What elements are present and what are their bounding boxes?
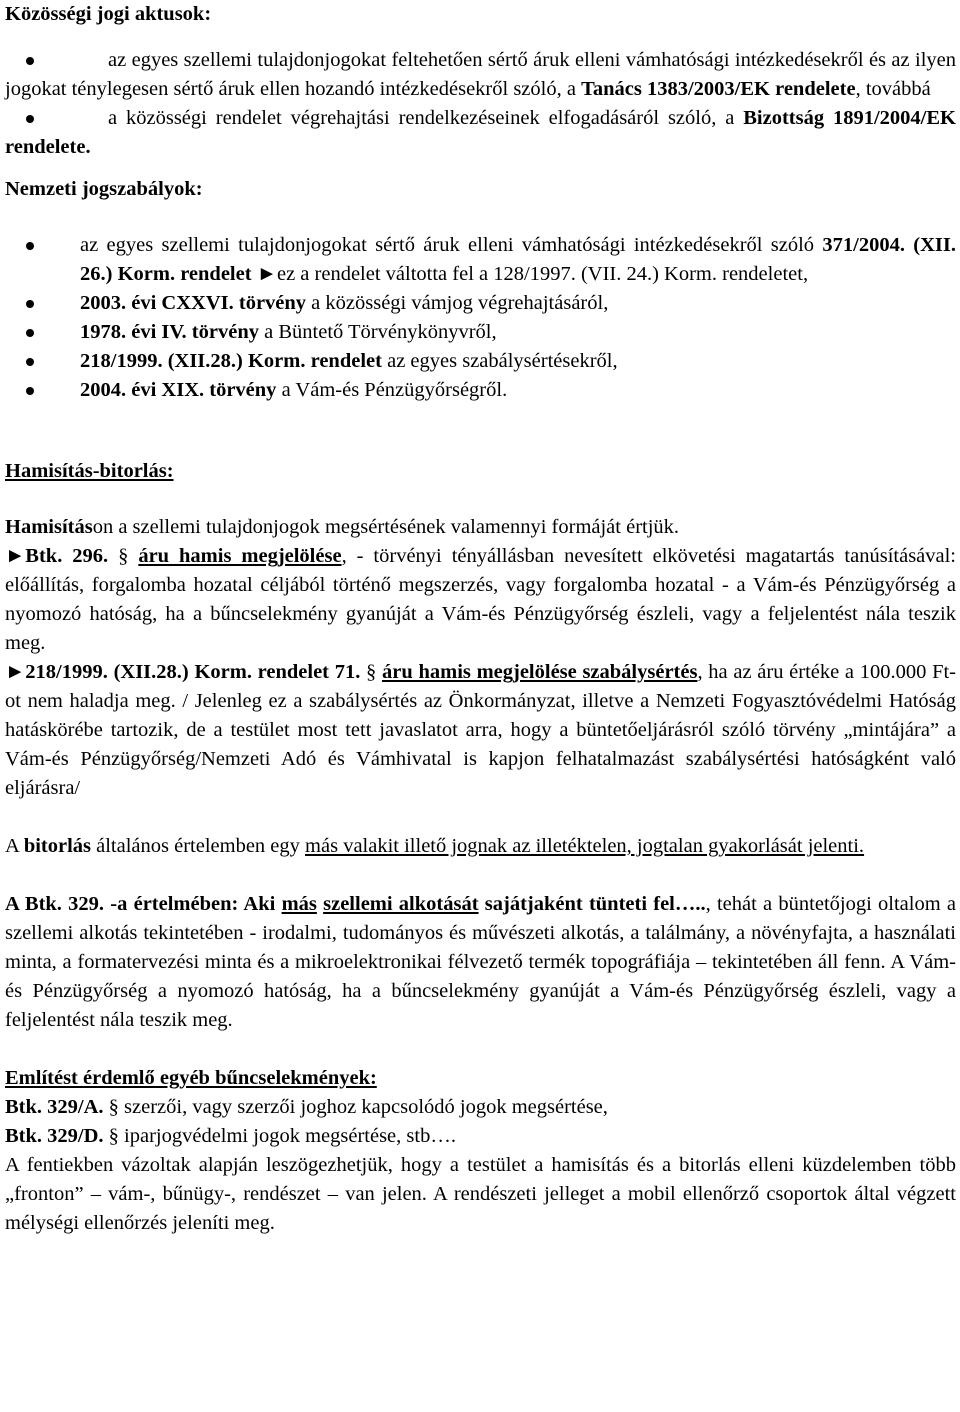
list-item: 2003. évi CXXVI. törvény a közösségi vámjog végrehajtásáról, (5, 289, 956, 318)
list-item: az egyes szellemi tulajdonjogokat sértő áruk elleni vámhatósági intézkedésekről szóló 371/2004. (XII. 26.) Korm. rendelet ►ez a rendelet váltotta fel a 128/1997. (VII. 24.) Korm. rendeletet, (5, 231, 956, 289)
list-item: 1978. évi IV. törvény a Büntető Törvénykönyvről, (5, 318, 956, 347)
bullet-icon (26, 57, 34, 65)
bullet-icon (26, 300, 34, 308)
list-item: 218/1999. (XII.28.) Korm. rendelet az egyes szabálysértésekről, (5, 347, 956, 376)
heading-nemzeti-jogszabalyok: Nemzeti jogszabályok: (5, 178, 203, 200)
heading-egyeb-buncselekmenyek: Említést érdemlő egyéb bűncselekmények: (5, 1067, 377, 1089)
line-btk-329d: Btk. 329/D. § iparjogvédelmi jogok megsértése, stb…. (5, 1125, 456, 1147)
list-item: az egyes szellemi tulajdonjogokat feltehetően sértő áruk elleni vámhatósági intézkedésekről és az ilyen jogokat ténylegesen sértő áruk ellen hozandó intézkedésekről szóló, a Tanács 1383/2003/EK rendelete, továbbá (5, 49, 956, 100)
list-nemzeti (5, 231, 956, 405)
bullet-icon (26, 387, 34, 395)
paragraph-korm-rendelet-71: ►218/1999. (XII.28.) Korm. rendelet 71. § áru hamis megjelölése szabálysértés, ha az áru értéke a 100.000 Ft-ot nem haladja meg. / Jelenleg ez a szabálysértés az Önkormányzat, illetve a Nemzeti Fogyasztóvédelmi Hatóság hatáskörébe tartozik, de a testület most tett javaslatot arra, hogy a büntetőeljárásról szóló törvény „mintájára” a Vám-és Pénzügyőrség/Nemzeti Adó és Vámhivatal is kapjon felhatalmazást szabálysértési hatóságként való eljárásra/ (5, 661, 956, 799)
paragraph-btk-329: A Btk. 329. -a értelmében: Aki más szellemi alkotását sajátjaként tünteti fel….., tehát a büntetőjogi oltalom a szellemi alkotás tekintetében - irodalmi, tudományos és művészeti alkotás, a találmány, a növényfajta, a használati minta, a formatervezési minta és a mikroelektronikai félvezető termék topográfiája – tekintetében áll fenn. A Vám-és Pénzügyőrség a nyomozó hatóság, ha a bűncselekmény gyanúját a Vám-és Pénzügyőrség észleli, vagy a feljelentést nála teszik meg. (5, 893, 956, 1031)
list-kozossegi (5, 46, 956, 162)
heading-kozossegi-jogi-aktusok: Közösségi jogi aktusok: (5, 3, 212, 25)
paragraph-bitorlas: A bitorlás általános értelemben egy más valakit illető jognak az illetéktelen, jogtalan gyakorlását jelenti. (5, 835, 865, 857)
bullet-icon (26, 242, 34, 250)
line-btk-329a: Btk. 329/A. § szerzői, vagy szerzői joghoz kapcsolódó jogok megsértése, (5, 1096, 608, 1118)
paragraph-btk-296: ►Btk. 296. § áru hamis megjelölése, - törvényi tényállásban nevesített elkövetési magatartás tanúsításával: előállítás, forgalomba hozatal céljából történő megszerzés, vagy forgalomba hozatal - a Vám-és Pénzügyőrség a nyomozó hatóság, ha a bűncselekmény gyanúját a Vám-és Pénzügyőrség észleli, vagy a feljelentést nála teszik meg. (5, 545, 957, 654)
bullet-icon (26, 358, 34, 366)
bullet-icon (26, 329, 34, 337)
paragraph-osszegzes: A fentiekben vázoltak alapján leszögezhetjük, hogy a testület a hamisítás és a bitorlás elleni küzdelemben több „fronton” – vám-, bűnügy-, rendészet – van jelen. A rendészeti jelleget a mobil ellenőrző csoportok által végzett mélységi ellenőrzés jeleníti meg. (5, 1154, 956, 1234)
bullet-icon (26, 115, 34, 123)
list-item: a közösségi rendelet végrehajtási rendelkezéseinek elfogadásáról szóló, a Bizottság 1891/2004/EK rendelete. (5, 107, 956, 158)
list-item: 2004. évi XIX. törvény a Vám-és Pénzügyőrségről. (5, 376, 956, 405)
paragraph-hamisitas: Hamisításon a szellemi tulajdonjogok megsértésének valamennyi formáját értjük. (5, 516, 680, 538)
heading-hamisitas-bitorlas: Hamisítás-bitorlás: (5, 460, 174, 482)
